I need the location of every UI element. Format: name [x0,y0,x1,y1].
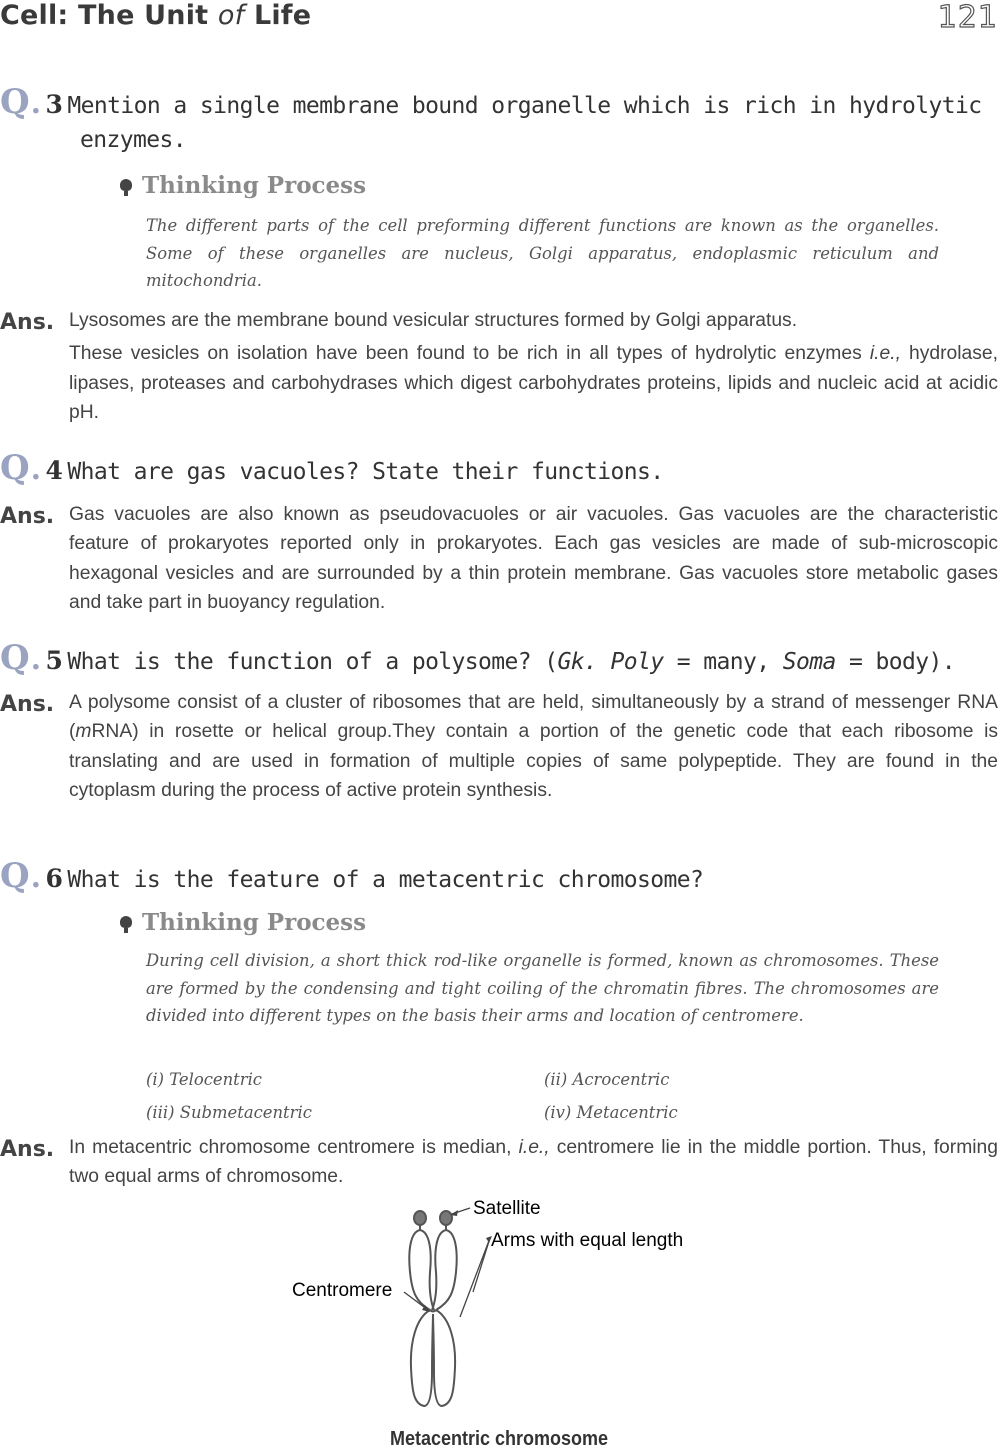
question-number: 4 [45,456,63,485]
question-4: Q. 4 What are gas vacuoles? State their functions. [0,448,664,488]
answer-label: Ans. [0,504,55,529]
thinking-process-heading: Thinking Process [120,172,366,199]
answer-text: A polysome consist of a cluster of ribosomes that are held, simultaneously by a strand of messenger RNA (mRNA) in rosette or helical group.They contain a portion of the genetic code that each ribosome is translating and are used in formation of multiple copies of same polypeptide. They are found in the cytoplasm during the process of active protein synthesis. [69,692,998,802]
question-number: 3 [45,90,63,119]
figure-caption: Metacentric chromosome [389,1428,609,1450]
satellite-label: Satellite [473,1198,541,1219]
q-marker: Q [0,448,30,488]
chapter-title: Cell: The Unit of Life [0,0,312,31]
metacentric-chromosome-diagram [280,1192,740,1424]
chromosome-type: (iv) Metacentric [544,1103,678,1122]
answer-text: In metacentric chromosome centromere is median, i.e., centromere lie in the middle portion. Thus, forming two equal arms of chromosome. [69,1137,998,1188]
question-text: What is the feature of a metacentric chromosome? [67,867,704,893]
question-6: Q. 6 What is the feature of a metacentric chromosome? [0,856,704,896]
arms-label: Arms with equal length [491,1230,684,1251]
answer-label: Ans. [0,1137,55,1162]
q-marker: Q [0,82,30,122]
q-marker: Q [0,638,30,678]
question-text: What are gas vacuoles? State their functions. [67,459,664,485]
chromosome-type: (i) Telocentric [146,1070,262,1089]
chromosome-type: (ii) Acrocentric [544,1070,670,1089]
page-number: 121 [937,0,998,35]
question-text: Mention a single membrane bound organelle which is rich in hydrolytic [67,93,982,119]
question-number: 5 [45,646,63,675]
answer-label: Ans. [0,310,55,335]
lightbulb-icon [120,179,132,191]
thinking-process-text: During cell division, a short thick rod-like organelle is formed, known as chromosomes. These are formed by the condensing and tight coiling of the chromatin fibres. The chromosomes are divided into different types on the basis their arms and location of centromere. [146,951,939,1025]
answer-text: Lysosomes are the membrane bound vesicular structures formed by Golgi apparatus. These vesicles on isolation have been found to be rich in all types of hydrolytic enzymes i.e., hydrolase, lipases, proteases and carbohydrases which digest carbohydrates proteins, lipids and nucleic acid at acidic pH. [69,310,998,424]
question-text: What is the function of a polysome? (Gk. Poly = many, Soma = body). [67,649,955,675]
lightbulb-icon [120,916,132,928]
centromere-label: Centromere [292,1280,393,1301]
answer-text: Gas vacuoles are also known as pseudovacuoles or air vacuoles. Gas vacuoles are the characteristic feature of prokaryotes reported only in prokaryotes. Each gas vesicles are made of sub-microscopic hexagonal vesicles and are surrounded by a thin protein membrane. Gas vacuoles store metabolic gases and take part in buoyancy regulation. [69,504,998,614]
thinking-process-heading: Thinking Process [120,909,366,936]
question-5: Q. 5 What is the function of a polysome? (Gk. Poly = many, Soma = body). [0,638,955,678]
answer-label: Ans. [0,692,55,717]
q-marker: Q [0,856,30,896]
question-3: Q. 3 Mention a single membrane bound organelle which is rich in hydrolytic [0,82,982,122]
question-number: 6 [45,864,63,893]
question-text-line2: enzymes. [80,127,186,153]
chromosome-type: (iii) Submetacentric [146,1103,312,1122]
thinking-process-text: The different parts of the cell preforming different functions are known as the organelles. Some of these organelles are nucleus, Golgi apparatus, endoplasmic reticulum and mitochondria. [146,216,939,290]
